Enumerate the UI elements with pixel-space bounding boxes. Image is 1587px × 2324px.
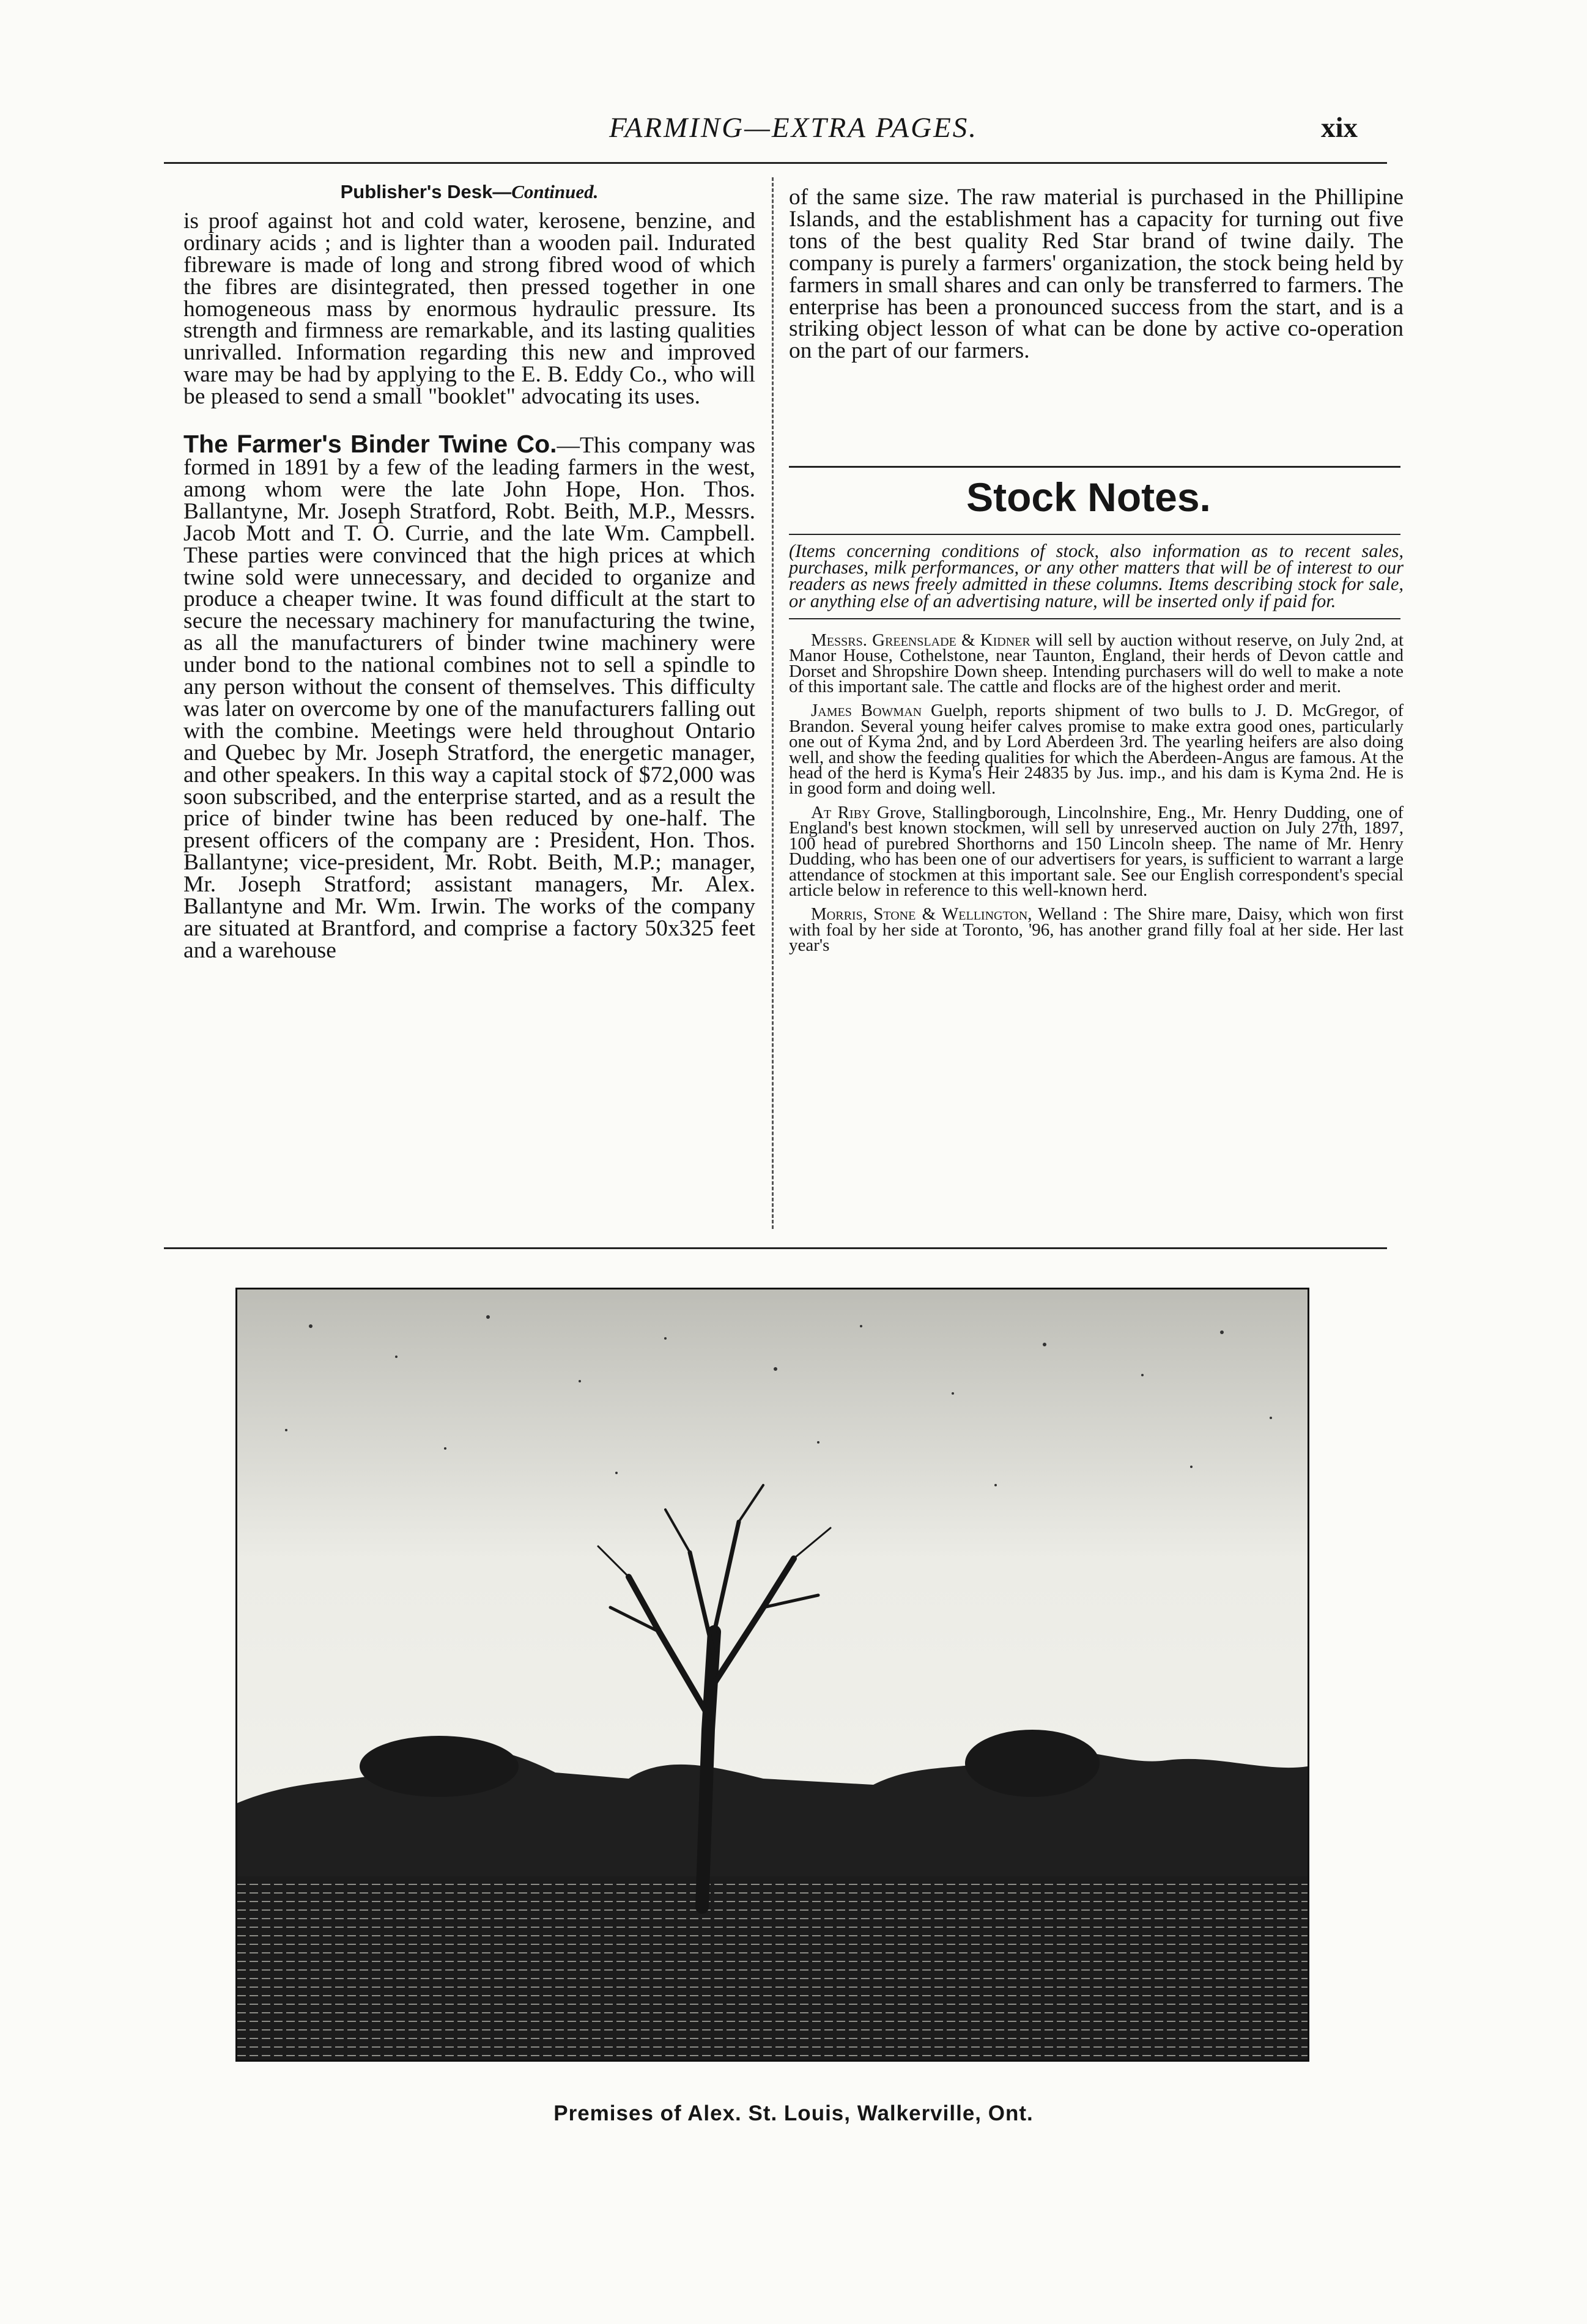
page-number: xix (1321, 112, 1358, 144)
figure-caption: Premises of Alex. St. Louis, Walkerville, Ont. (553, 2101, 1034, 2125)
article-heading: The Farmer's Binder Twine Co. (183, 430, 557, 459)
left-paragraph-1: is proof against hot and cold water, kerosene, benzine, and ordinary acids ; and is lighter than a wooden pail. Indurated fibreware is made of long and strong fibred wood of which the fibres are disintegrated, then pressed together in one homogeneous mass by enormous hydraulic pressure. Its strength and firmness are remarkable, and its lasting qualities unrivalled. Information regarding this new and improved ware may be had by applying to the E. B. Eddy Co., who will be pleased to send a small "booklet" advocating its uses. (183, 208, 755, 410)
stock-note: James Bowman Guelph, reports shipment of two bulls to J. D. McGregor, of Brandon. Several young heifer calves promise to make extra good ones, particularly one out of Kyma 2nd, and by Lord Aberdeen 3rd. The yearling heifers are also doing well, and show the feeding qualities for which the Aberdeen-Angus are famous. At the head of the herd is Kyma's Heir 24835 by Jus. imp., and his dam is Kyma 2nd. He is in good form and doing well. (789, 701, 1404, 799)
columns-bottom-rule (164, 1247, 1387, 1249)
subheading: Publisher's Desk—Continued. (340, 181, 599, 202)
left-paragraph-2: The Farmer's Binder Twine Co.—This company was formed in 1891 by a few of the leading farmers in the west, among whom were the late John Hope, Hon. Thos. Ballantyne, Mr. Joseph Stratford, Robt. Beith, M.P., Messrs. Jacob Mott and T. O. Currie, and the late Wm. Campbell. These parties were convinced that the high prices at which twine sold were unnecessary, and decided to organize and produce a cheaper twine. It was found difficult at the start to secure the necessary machinery for manufacturing the twine, as all the manufacturers of binder twine machinery were under bond to the national combines not to sell a spindle to any person without the consent of themselves. This difficulty was later on overcome by one of the manufacturers falling out with the combine. Meetings were held throughout Ontario and Quebec by Mr. Joseph Stratford, the energetic manager, and other speakers. In this way a capital stock of $72,000 was soon subscribed, and the enterprise started, and as a result the price of binder twine has been reduced by one-half. The present officers of the company are : President, Hon. Thos. Ballantyne; vice-president, Mr. Robt. Beith, M.P.; manager, Mr. Joseph Stratford; assistant managers, Mr. Alex. Ballantyne and Mr. Wm. Irwin. The works of the company are situated at Brantford, and comprise a factory 50x325 feet and a warehouse (183, 430, 755, 963)
header-rule (164, 162, 1387, 164)
column-divider (772, 177, 774, 1229)
stock-note: Messrs. Greenslade & Kidner will sell by auction without reserve, on July 2nd, at Manor House, Cothelstone, near Taunton, England, their herds of Devon cattle and Dorset and Shropshire Down sheep. Intending purchasers will do well to make a note of this important sale. The cattle and flocks are of the highest order and merit. (789, 630, 1404, 697)
left-column (183, 181, 755, 962)
intro-rule (789, 618, 1400, 619)
right-paragraph-1: of the same size. The raw material is purchased in the Phillipine Islands, and the establishment has a capacity for turning out five tons of the best quality Red Star brand of twine daily. The company is purely a farmers' organization, the stock being held by farmers in small shares and can only be transferred to farmers. The enterprise has been a pronounced success from the start, and is a striking object lesson of what can be done by active co-operation on the part of our farmers. (789, 185, 1404, 364)
right-column-top (789, 186, 1404, 362)
running-title: FARMING—EXTRA PAGES. (609, 112, 978, 144)
stock-notes-intro: (Items concerning conditions of stock, also information as to recent sales, purchases, milk performances, or any other matters that will be of interest to our readers as news freely admitted in these columns. Items describing stock for sale, or anything else of an advertising nature, will be inserted only if paid for. (789, 540, 1404, 611)
section-rule-top (789, 466, 1400, 468)
stock-notes (789, 540, 1404, 962)
stock-note: Morris, Stone & Wellington, Welland : The Shire mare, Daisy, which won first with foal by her side at Toronto, '96, has another grand filly foal at her side. Her last year's (789, 904, 1404, 956)
section-title: Stock Notes. (966, 474, 1211, 520)
stock-note: At Riby Grove, Stallingborough, Lincolnshire, Eng., Mr. Henry Dudding, one of England's best known stockmen, will sell by unreserved auction on July 27th, 1897, 100 head of purebred Shorthorns and 150 Lincoln sheep. The name of Mr. Henry Dudding, who has been one of our advertisers for years, is sufficient to warrant a large attendance of stockmen at this important sale. See our English correspondent's special article below in reference to this well-known herd. (789, 802, 1404, 900)
section-rule-bottom (789, 534, 1400, 535)
premises-photograph (235, 1288, 1309, 2062)
